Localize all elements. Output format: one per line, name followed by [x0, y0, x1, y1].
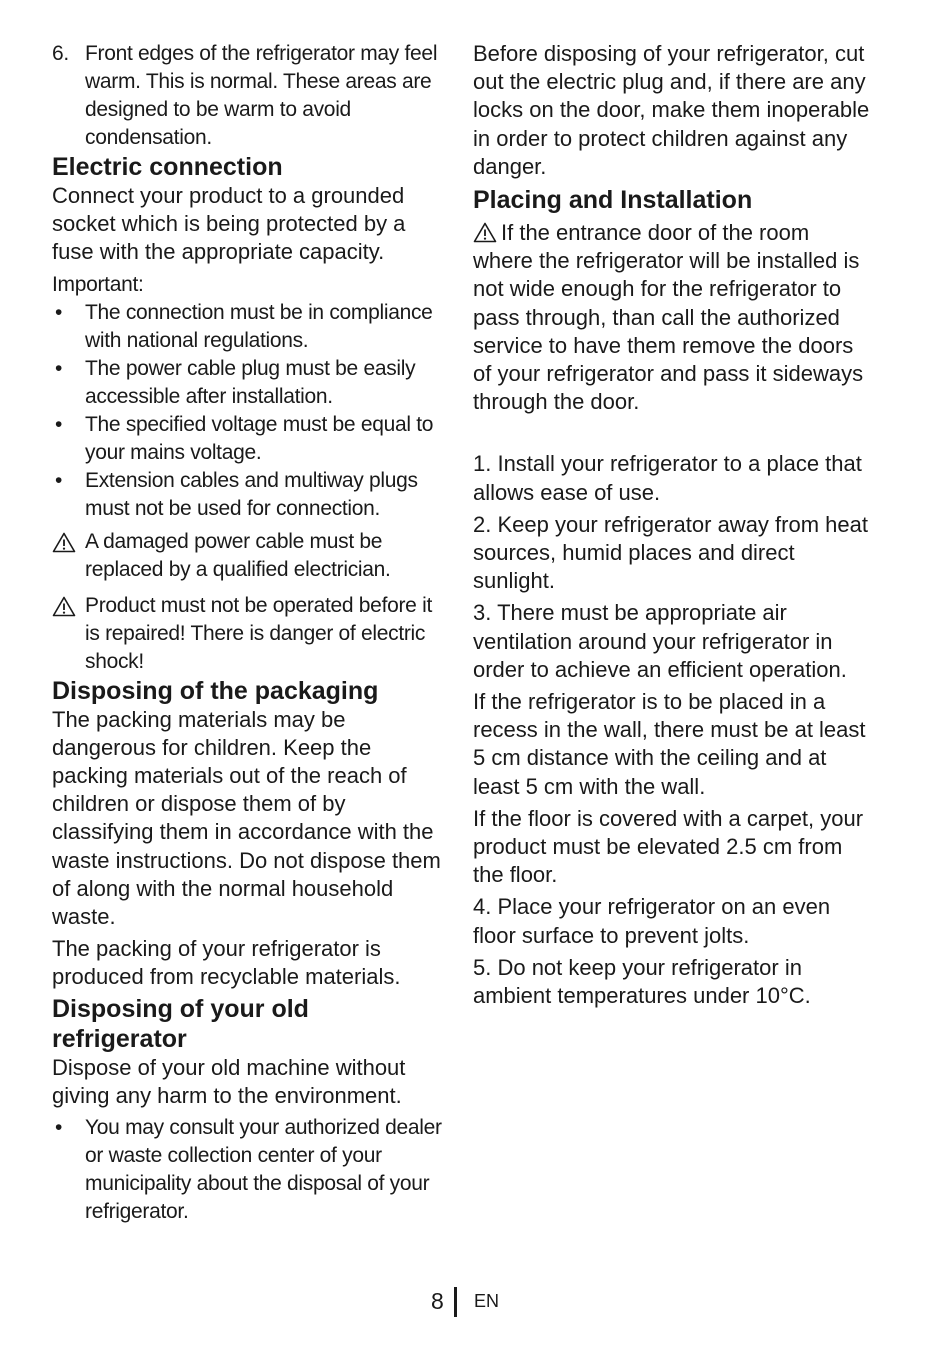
footer-divider: [454, 1287, 457, 1317]
right-column: [473, 40, 873, 1014]
packaging-paragraph-1: The packing materials may be dangerous for children. Keep the packing materials out of the reach of children or dispose them of by classifying them in accordance with the waste instructions. Do not dispose them of along with the normal household waste.: [52, 706, 441, 930]
electric-connection-heading: Electric connection: [52, 153, 283, 181]
language-code: EN: [474, 1291, 500, 1311]
page-number: 8: [431, 1288, 444, 1314]
list-item: • The power cable plug must be easily accessible after installation.: [55, 356, 416, 408]
important-label: Important:: [52, 272, 144, 296]
page-footer: [0, 1287, 950, 1319]
recess-paragraph: If the refrigerator is to be placed in a recess in the wall, there must be at least 5 cm distance with the ceiling and at least 5 cm with the wall.: [473, 689, 866, 799]
step-4: 4. Place your refrigerator on an even floor surface to prevent jolts.: [473, 894, 831, 948]
step-1: 1. Install your refrigerator to a place that allows ease of use.: [473, 451, 862, 505]
warning-icon: [473, 222, 497, 243]
step-5: 5. Do not keep your refrigerator in ambient temperatures under 10°C.: [473, 954, 811, 1009]
placing-warning: If the entrance door of the room where the refrigerator will be installed is not wide enough for the refrigerator to pass through, than call the authorized service to have them remove the doors of your refrigerator and pass it sideways through the door.: [473, 220, 864, 415]
disposing-old-fridge-heading: Disposing of your old refrigerator: [52, 994, 309, 1053]
left-column: [52, 40, 447, 1226]
step-3: 3. There must be appropriate air ventilation around your refrigerator in order to achieve an efficient operation.: [473, 600, 847, 682]
old-fridge-paragraph: Dispose of your old machine without giving any harm to the environment.: [52, 1054, 406, 1108]
warning-electric-shock: Product must not be operated before it is repaired! There is danger of electric shock!: [52, 592, 447, 676]
placing-installation-heading: Placing and Installation: [473, 186, 753, 215]
list-item-6: [52, 40, 447, 152]
warning-icon: [52, 596, 76, 617]
electric-intro: Connect your product to a grounded socket which is being protected by a fuse with the appropriate capacity.: [52, 183, 406, 265]
list-item: • The connection must be in compliance with national regulations.: [55, 300, 433, 352]
list-item: • You may consult your authorized dealer or waste collection center of your municipality about the disposal of your refrigerator.: [55, 1116, 442, 1224]
packaging-paragraph-2: The packing of your refrigerator is produced from recyclable materials.: [52, 936, 401, 990]
item-text: Front edges of the refrigerator may feel warm. This is normal. These areas are designed to be warm to avoid condensation.: [85, 42, 438, 149]
list-item: • Extension cables and multiway plugs must not be used for connection.: [55, 468, 418, 520]
carpet-paragraph: If the floor is covered with a carpet, your product must be elevated 2.5 cm from the floor.: [473, 805, 864, 888]
electric-bullets: [52, 299, 447, 523]
list-item: • The specified voltage must be equal to your mains voltage.: [55, 412, 434, 464]
warning-damaged-cable: A damaged power cable must be replaced by a qualified electrician.: [52, 528, 447, 584]
step-2: 2. Keep your refrigerator away from heat sources, humid places and direct sunlight.: [473, 511, 868, 594]
old-fridge-bullets: [52, 1114, 447, 1226]
before-disposing-paragraph: Before disposing of your refrigerator, cut out the electric plug and, if there are any locks on the door, make them inoperable in order to protect children against any danger.: [473, 41, 870, 179]
item-number: 6.: [52, 42, 69, 65]
disposing-packaging-heading: Disposing of the packaging: [52, 676, 379, 705]
warning-icon: [52, 532, 76, 553]
